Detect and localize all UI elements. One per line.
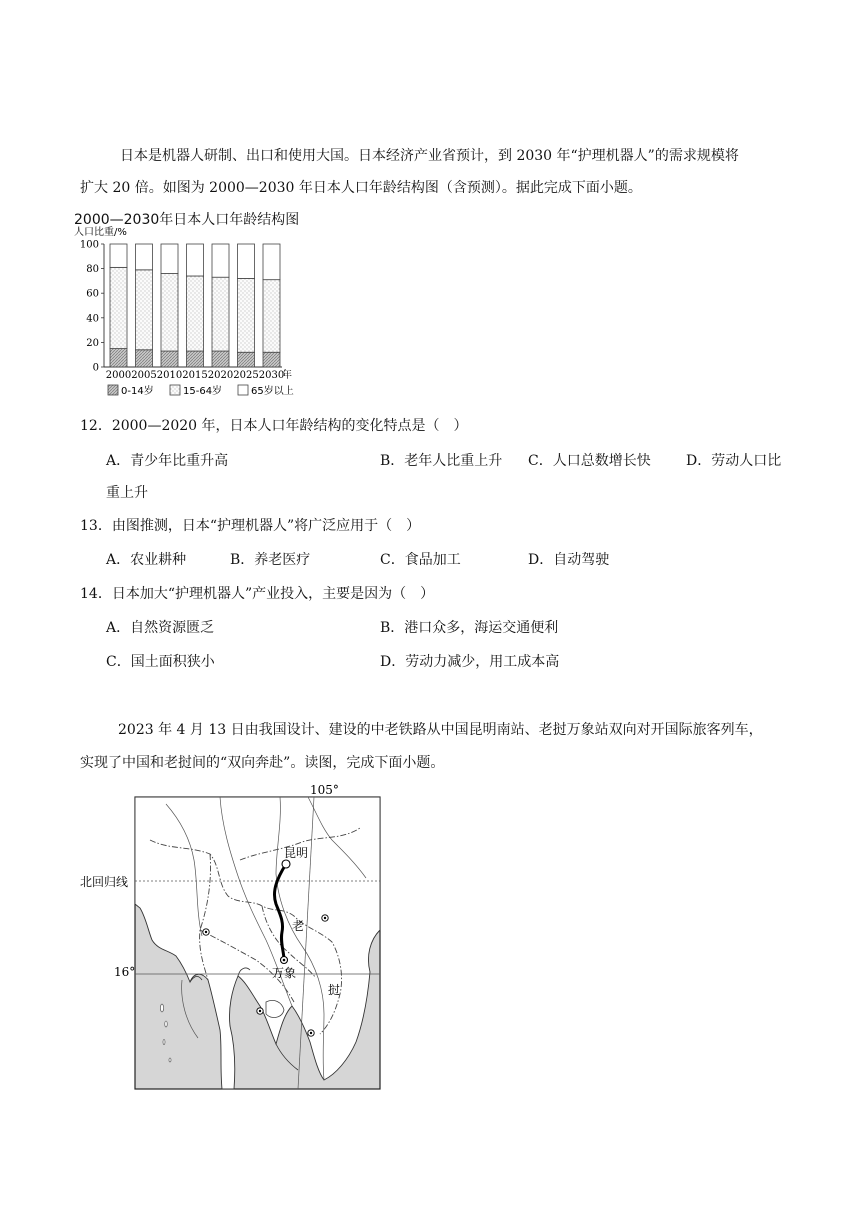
latitude-label: 16°: [114, 965, 136, 979]
bar-segment-15-64岁: [212, 277, 229, 351]
x-tick-label: 2020: [207, 370, 234, 381]
bar-segment-15-64岁: [136, 270, 153, 350]
bar-segment-0-14岁: [263, 352, 280, 367]
x-tick-label: 2000: [105, 370, 132, 381]
legend-swatch: [170, 385, 180, 395]
q14-option-d[interactable]: D．劳动力减少，用工成本高: [380, 654, 560, 670]
bar-segment-0-14岁: [110, 349, 127, 367]
x-tick-label: 2030: [258, 370, 285, 381]
passage2-line2: 实现了中国和老挝间的“双向奔赴”。读图，完成下面小题。: [80, 755, 445, 771]
longitude-label: 105°: [310, 783, 339, 797]
legend-label: 15-64岁: [183, 386, 223, 397]
y-tick-label: 80: [86, 264, 99, 276]
q13-option-c[interactable]: C．食品加工: [380, 552, 461, 568]
q12-option-c[interactable]: C．人口总数增长快: [528, 453, 651, 469]
bar-segment-65岁以上: [136, 244, 153, 270]
bar-segment-65岁以上: [238, 244, 255, 278]
bar-segment-15-64岁: [238, 278, 255, 352]
y-tick-label: 40: [86, 313, 99, 325]
q14-option-b[interactable]: B．港口众多，海运交通便利: [380, 620, 559, 636]
bar-segment-65岁以上: [161, 244, 178, 274]
y-tick-label: 0: [92, 362, 99, 374]
passage2-line1: 2023 年 4 月 13 日由我国设计、建设的中老铁路从中国昆明南站、老挝万象站双向对开国际旅客列车，: [118, 722, 763, 738]
q13-option-b[interactable]: B．养老医疗: [230, 552, 311, 568]
bar-segment-0-14岁: [238, 352, 255, 367]
passage1-line2: 扩大 20 倍。如图为 2000—2030 年日本人口年龄结构图（含预测）。据此完成下面小题。: [80, 180, 642, 196]
legend-swatch: [238, 385, 248, 395]
y-axis-label: 人口比重/%: [74, 227, 127, 238]
legend-swatch: [108, 385, 118, 395]
bar-segment-65岁以上: [263, 244, 280, 280]
bar-segment-15-64岁: [187, 276, 204, 351]
passage1-line1: 日本是机器人研制、出口和使用大国。日本经济产业省预计，到 2030 年“护理机器人”的需求规模将: [120, 148, 739, 164]
bar-segment-15-64岁: [161, 274, 178, 351]
bar-segment-15-64岁: [110, 267, 127, 348]
q13-option-a[interactable]: A．农业耕种: [106, 552, 187, 568]
x-tick-label: 2005: [131, 370, 157, 381]
q13-stem: 13．由图推测，日本“护理机器人”将广泛应用于（ ）: [80, 518, 421, 534]
laos-label-1: 老: [292, 919, 305, 933]
bar-segment-0-14岁: [136, 350, 153, 367]
q12-stem: 12．2000—2020 年，日本人口年龄结构的变化特点是（ ）: [80, 418, 468, 434]
bar-segment-0-14岁: [161, 351, 178, 367]
x-tick-label: 2015: [182, 370, 208, 381]
bar-segment-65岁以上: [110, 244, 127, 267]
q12-option-b[interactable]: B．老年人比重上升: [380, 453, 503, 469]
x-axis-unit: 年: [282, 370, 292, 381]
x-tick-label: 2010: [156, 370, 183, 381]
q12-option-d-continued: 重上升: [106, 485, 148, 501]
q14-option-a[interactable]: A．自然资源匮乏: [106, 620, 215, 636]
age-structure-chart: [70, 224, 310, 402]
y-tick-label: 60: [86, 288, 99, 300]
bar-segment-65岁以上: [187, 244, 204, 276]
q14-option-c[interactable]: C．国土面积狭小: [106, 654, 215, 670]
bar-segment-0-14岁: [187, 351, 204, 367]
bar-segment-65岁以上: [212, 244, 229, 277]
legend-label: 65岁以上: [251, 386, 294, 397]
y-tick-label: 20: [86, 337, 99, 349]
vientiane-marker-dot: [283, 959, 286, 962]
x-tick-label: 2025: [233, 370, 259, 381]
q12-option-a[interactable]: A．青少年比重升高: [106, 453, 229, 469]
q14-stem: 14．日本加大“护理机器人”产业投入，主要是因为（ ）: [80, 586, 435, 602]
q12-option-d[interactable]: D．劳动人口比: [686, 453, 782, 469]
laos-label-2: 挝: [328, 983, 341, 997]
kunming-label: 昆明: [284, 846, 309, 860]
tropic-label: 北回归线: [80, 875, 129, 889]
bar-segment-0-14岁: [212, 351, 229, 367]
y-tick-label: 100: [79, 239, 99, 251]
kunming-marker: [282, 860, 290, 868]
q13-option-d[interactable]: D．自动驾驶: [528, 552, 610, 568]
legend-label: 0-14岁: [121, 386, 154, 397]
chart-title: 2000—2030年日本人口年龄结构图: [74, 212, 300, 228]
vientiane-label: 万象: [272, 966, 297, 980]
bar-segment-15-64岁: [263, 280, 280, 353]
china-laos-railway-map: [70, 780, 390, 1092]
